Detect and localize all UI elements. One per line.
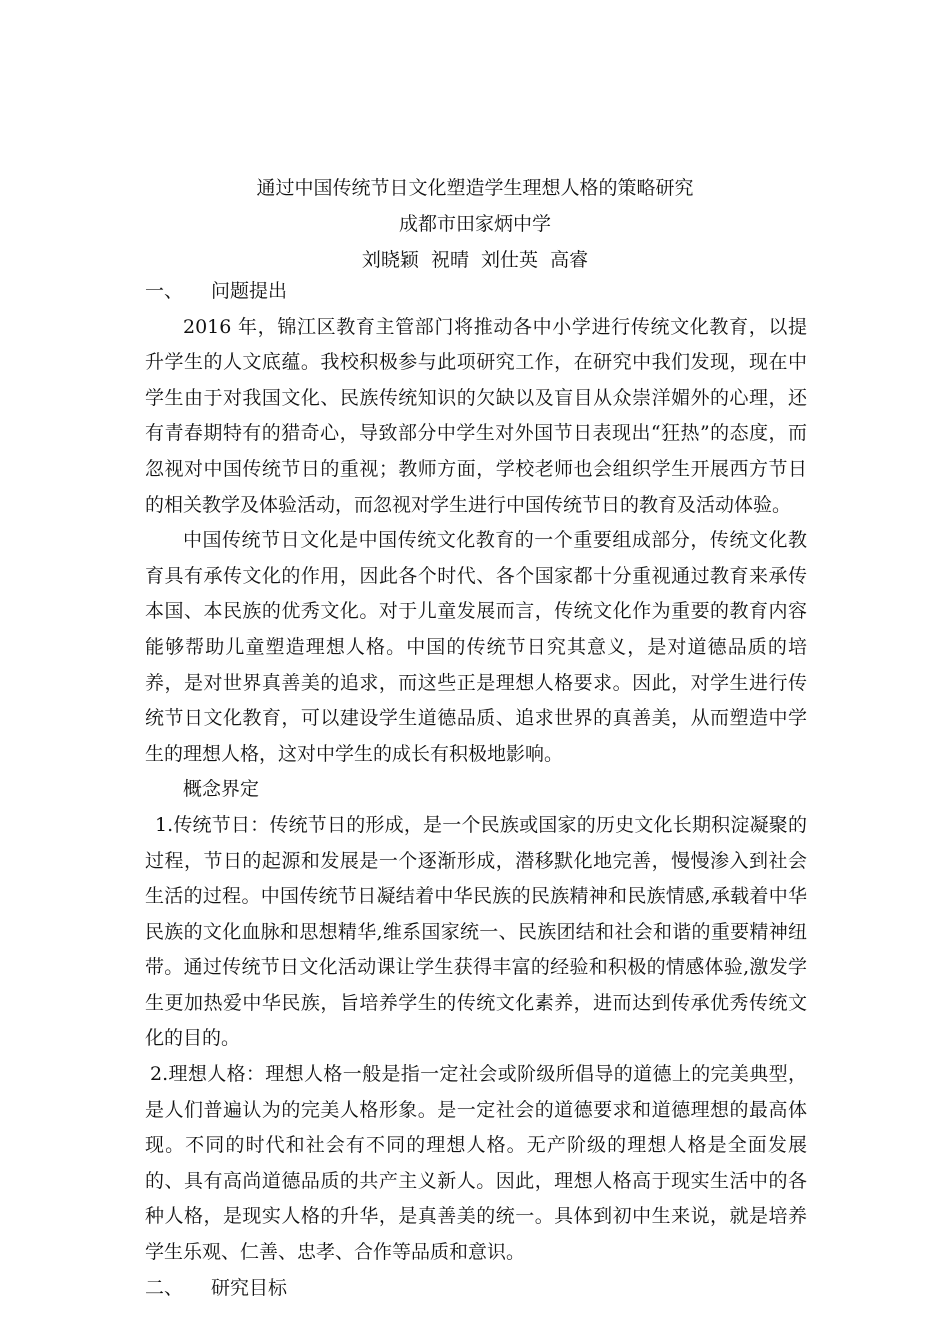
school-name: 成都市田家炳中学 [398,213,551,235]
section-number: 一、 [145,280,184,302]
author-list: 刘晓颖 祝晴 刘仕英 高睿 [361,249,589,271]
document-title: 通过中国传统节日文化塑造学生理想人格的策略研究 [256,177,694,199]
section-title: 问题提出 [211,280,288,302]
paragraph: 2016 年，锦江区教育主管部门将推动各中小学进行传统文化教育，以提升学生的人文底蕴。我校积极参与此项研究工作，在研究中我们发现，现在中学生由于对我国文化、民族传统知识的欠缺以及盲目从众崇洋媚外的心理，还有青春期特有的猎奇心，导致部分中学生对外国节日表现出“狂热”的态度，而忽视对中国传统节日的重视；教师方面，学校老师也会组织学生开展西方节日的相关教学及体验活动，而忽视对学生进行中国传统节日的教育及活动体验。 [145,315,807,516]
definition-item: 1.传统节日：传统节日的形成，是一个民族或国家的历史文化长期积淀凝聚的过程，节日的起源和发展是一个逐渐形成，潜移默化地完善，慢慢渗入到社会生活的过程。中国传统节日凝结着中华民族的民族精神和民族情感,承载着中华民族的文化血脉和思想精华,维系国家统一、民族团结和社会和谐的重要精神纽带。通过传统节日文化活动课让学生获得丰富的经验和积极的情感体验,激发学生更加热爱中华民族，旨培养学生的传统文化素养，进而达到传承优秀传统文化的目的。 [145,813,807,1050]
subsection-heading-concepts [145,772,807,808]
definition-item: 2.理想人格：理想人格一般是指一定社会或阶级所倡导的道德上的完美典型，是人们普遍认为的完美人格形象。是一定社会的道德要求和道德理想的最高体现。不同的时代和社会有不同的理想人格。无产阶级的理想人格是全面发展的、具有高尚道德品质的共产主义新人。因此，理想人格高于现实生活中的各种人格，是现实人格的升华，是真善美的统一。具体到初中生来说，就是培养学生乐观、仁善、忠孝、合作等品质和意识。 [145,1063,807,1264]
section-heading-goals [145,1271,807,1307]
paragraph: 中国传统节日文化是中国传统文化教育的一个重要组成部分，传统文化教育具有承传文化的作用，因此各个时代、各个国家都十分重视通过教育来承传本国、本民族的优秀文化。对于儿童发展而言，传统文化作为重要的教育内容能够帮助儿童塑造理想人格。中国的传统节日究其意义，是对道德品质的培养，是对世界真善美的追求，而这些正是理想人格要求。因此，对学生进行传统节日文化教育，可以建设学生道德品质、追求世界的真善美，从而塑造中学生的理想人格，这对中学生的成长有积极地影响。 [145,529,807,765]
section-number: 二、 [145,1276,184,1299]
section-title: 概念界定 [183,778,260,801]
section-heading-problem [145,274,807,310]
section-title: 研究目标 [211,1276,288,1299]
document-body [145,274,807,1306]
title-block [145,170,805,278]
